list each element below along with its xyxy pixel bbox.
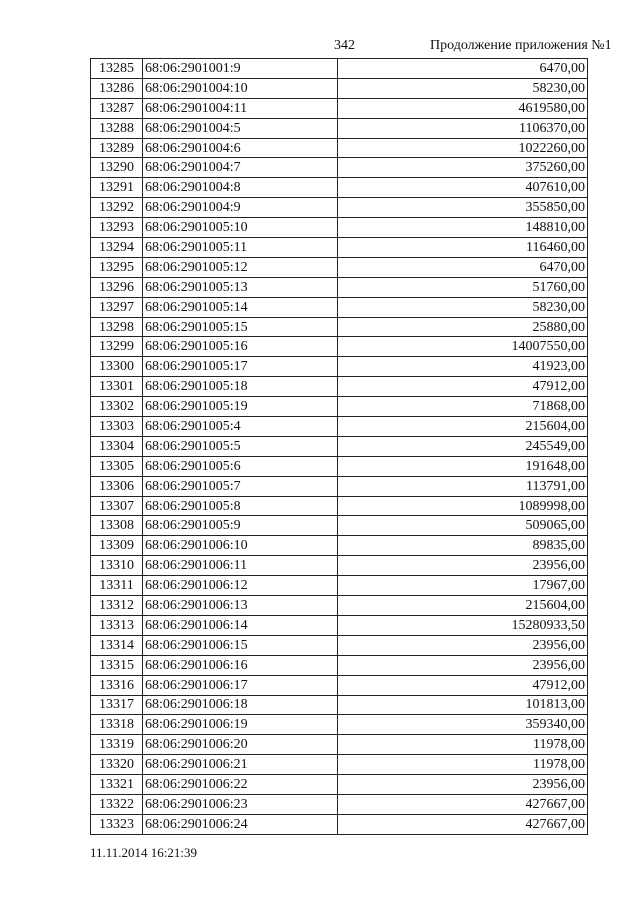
row-number: 13286: [91, 78, 143, 98]
cadastral-number: 68:06:2901005:19: [143, 397, 338, 417]
table-row: [91, 755, 588, 775]
table-row: [91, 715, 588, 735]
cadastral-number: 68:06:2901004:6: [143, 138, 338, 158]
cadastral-number: 68:06:2901005:12: [143, 257, 338, 277]
cadastral-number: 68:06:2901005:4: [143, 417, 338, 437]
cadastral-value: 15280933,50: [338, 615, 588, 635]
table-row: [91, 158, 588, 178]
row-number: 13312: [91, 596, 143, 616]
cadastral-value: 14007550,00: [338, 337, 588, 357]
cadastral-number: 68:06:2901006:18: [143, 695, 338, 715]
row-number: 13296: [91, 277, 143, 297]
cadastral-number: 68:06:2901006:10: [143, 536, 338, 556]
table-row: [91, 337, 588, 357]
cadastral-number: 68:06:2901005:7: [143, 476, 338, 496]
table-row: [91, 456, 588, 476]
table-row: [91, 178, 588, 198]
cadastral-value: 1089998,00: [338, 496, 588, 516]
cadastral-number: 68:06:2901005:18: [143, 377, 338, 397]
row-number: 13311: [91, 576, 143, 596]
cadastral-value: 427667,00: [338, 794, 588, 814]
cadastral-value: 6470,00: [338, 59, 588, 79]
table-row: [91, 297, 588, 317]
row-number: 13304: [91, 436, 143, 456]
row-number: 13319: [91, 735, 143, 755]
cadastral-number: 68:06:2901005:10: [143, 218, 338, 238]
row-number: 13318: [91, 715, 143, 735]
row-number: 13307: [91, 496, 143, 516]
row-number: 13285: [91, 59, 143, 79]
cadastral-value: 11978,00: [338, 735, 588, 755]
row-number: 13308: [91, 516, 143, 536]
cadastral-value: 89835,00: [338, 536, 588, 556]
row-number: 13294: [91, 238, 143, 258]
appendix-title: Продолжение приложения №1: [430, 38, 612, 53]
row-number: 13317: [91, 695, 143, 715]
cadastral-number: 68:06:2901006:16: [143, 655, 338, 675]
cadastral-value: 41923,00: [338, 357, 588, 377]
row-number: 13309: [91, 536, 143, 556]
table-row: [91, 516, 588, 536]
cadastral-number: 68:06:2901005:13: [143, 277, 338, 297]
cadastral-number: 68:06:2901005:16: [143, 337, 338, 357]
row-number: 13292: [91, 198, 143, 218]
cadastral-number: 68:06:2901004:11: [143, 98, 338, 118]
cadastral-value: 375260,00: [338, 158, 588, 178]
table-row: [91, 735, 588, 755]
row-number: 13315: [91, 655, 143, 675]
cadastral-number: 68:06:2901006:20: [143, 735, 338, 755]
table-row: [91, 417, 588, 437]
cadastral-value: 47912,00: [338, 675, 588, 695]
table-row: [91, 78, 588, 98]
table-row: [91, 357, 588, 377]
cadastral-value: 215604,00: [338, 417, 588, 437]
table-row: [91, 98, 588, 118]
row-number: 13313: [91, 615, 143, 635]
cadastral-value: 11978,00: [338, 755, 588, 775]
table-row: [91, 476, 588, 496]
cadastral-number: 68:06:2901004:9: [143, 198, 338, 218]
row-number: 13293: [91, 218, 143, 238]
cadastral-number: 68:06:2901006:11: [143, 556, 338, 576]
cadastral-number: 68:06:2901006:19: [143, 715, 338, 735]
table-row: [91, 59, 588, 79]
table-row: [91, 257, 588, 277]
table-row: [91, 576, 588, 596]
cadastral-number: 68:06:2901006:22: [143, 775, 338, 795]
cadastral-value: 215604,00: [338, 596, 588, 616]
table-row: [91, 655, 588, 675]
row-number: 13290: [91, 158, 143, 178]
cadastral-number: 68:06:2901005:15: [143, 317, 338, 337]
cadastral-number: 68:06:2901004:7: [143, 158, 338, 178]
page-number: 342: [334, 38, 355, 53]
cadastral-number: 68:06:2901004:10: [143, 78, 338, 98]
table-row: [91, 695, 588, 715]
table-row: [91, 397, 588, 417]
row-number: 13310: [91, 556, 143, 576]
row-number: 13305: [91, 456, 143, 476]
cadastral-number: 68:06:2901006:12: [143, 576, 338, 596]
cadastral-number: 68:06:2901005:9: [143, 516, 338, 536]
cadastral-value: 4619580,00: [338, 98, 588, 118]
row-number: 13323: [91, 814, 143, 834]
row-number: 13299: [91, 337, 143, 357]
cadastral-number: 68:06:2901006:24: [143, 814, 338, 834]
row-number: 13316: [91, 675, 143, 695]
cadastral-value-table: [90, 58, 588, 835]
cadastral-value: 427667,00: [338, 814, 588, 834]
table-row: [91, 277, 588, 297]
table-row: [91, 377, 588, 397]
cadastral-number: 68:06:2901005:11: [143, 238, 338, 258]
table-row: [91, 496, 588, 516]
table-row: [91, 138, 588, 158]
cadastral-value: 245549,00: [338, 436, 588, 456]
row-number: 13287: [91, 98, 143, 118]
row-number: 13300: [91, 357, 143, 377]
cadastral-value: 355850,00: [338, 198, 588, 218]
row-number: 13289: [91, 138, 143, 158]
table-row: [91, 775, 588, 795]
row-number: 13288: [91, 118, 143, 138]
cadastral-number: 68:06:2901004:5: [143, 118, 338, 138]
cadastral-value: 116460,00: [338, 238, 588, 258]
table-body: [91, 59, 588, 835]
table-row: [91, 814, 588, 834]
table-row: [91, 317, 588, 337]
cadastral-value: 17967,00: [338, 576, 588, 596]
cadastral-number: 68:06:2901006:15: [143, 635, 338, 655]
cadastral-value: 359340,00: [338, 715, 588, 735]
cadastral-value: 58230,00: [338, 297, 588, 317]
row-number: 13302: [91, 397, 143, 417]
cadastral-number: 68:06:2901005:14: [143, 297, 338, 317]
cadastral-number: 68:06:2901005:6: [143, 456, 338, 476]
cadastral-value: 25880,00: [338, 317, 588, 337]
cadastral-number: 68:06:2901005:8: [143, 496, 338, 516]
cadastral-value: 23956,00: [338, 556, 588, 576]
table-row: [91, 238, 588, 258]
cadastral-value: 58230,00: [338, 78, 588, 98]
row-number: 13322: [91, 794, 143, 814]
cadastral-value: 51760,00: [338, 277, 588, 297]
row-number: 13298: [91, 317, 143, 337]
cadastral-value: 1022260,00: [338, 138, 588, 158]
table-row: [91, 198, 588, 218]
table-row: [91, 536, 588, 556]
footer-timestamp: 11.11.2014 16:21:39: [90, 845, 198, 860]
row-number: 13320: [91, 755, 143, 775]
cadastral-value: 23956,00: [338, 775, 588, 795]
cadastral-value: 191648,00: [338, 456, 588, 476]
cadastral-value: 6470,00: [338, 257, 588, 277]
cadastral-value: 23956,00: [338, 655, 588, 675]
row-number: 13321: [91, 775, 143, 795]
cadastral-value: 509065,00: [338, 516, 588, 536]
cadastral-value: 101813,00: [338, 695, 588, 715]
cadastral-value: 1106370,00: [338, 118, 588, 138]
cadastral-number: 68:06:2901001:9: [143, 59, 338, 79]
cadastral-number: 68:06:2901004:8: [143, 178, 338, 198]
row-number: 13295: [91, 257, 143, 277]
row-number: 13297: [91, 297, 143, 317]
table-row: [91, 635, 588, 655]
table-row: [91, 675, 588, 695]
row-number: 13314: [91, 635, 143, 655]
cadastral-value: 407610,00: [338, 178, 588, 198]
cadastral-value: 71868,00: [338, 397, 588, 417]
row-number: 13303: [91, 417, 143, 437]
cadastral-number: 68:06:2901006:23: [143, 794, 338, 814]
cadastral-number: 68:06:2901006:17: [143, 675, 338, 695]
cadastral-value: 23956,00: [338, 635, 588, 655]
cadastral-number: 68:06:2901005:5: [143, 436, 338, 456]
table-row: [91, 615, 588, 635]
cadastral-number: 68:06:2901006:14: [143, 615, 338, 635]
row-number: 13301: [91, 377, 143, 397]
cadastral-value: 113791,00: [338, 476, 588, 496]
table-row: [91, 436, 588, 456]
cadastral-number: 68:06:2901006:13: [143, 596, 338, 616]
cadastral-number: 68:06:2901006:21: [143, 755, 338, 775]
cadastral-value: 148810,00: [338, 218, 588, 238]
table-row: [91, 218, 588, 238]
table-row: [91, 118, 588, 138]
cadastral-value: 47912,00: [338, 377, 588, 397]
cadastral-number: 68:06:2901005:17: [143, 357, 338, 377]
row-number: 13291: [91, 178, 143, 198]
table-row: [91, 794, 588, 814]
table-row: [91, 596, 588, 616]
row-number: 13306: [91, 476, 143, 496]
table-row: [91, 556, 588, 576]
